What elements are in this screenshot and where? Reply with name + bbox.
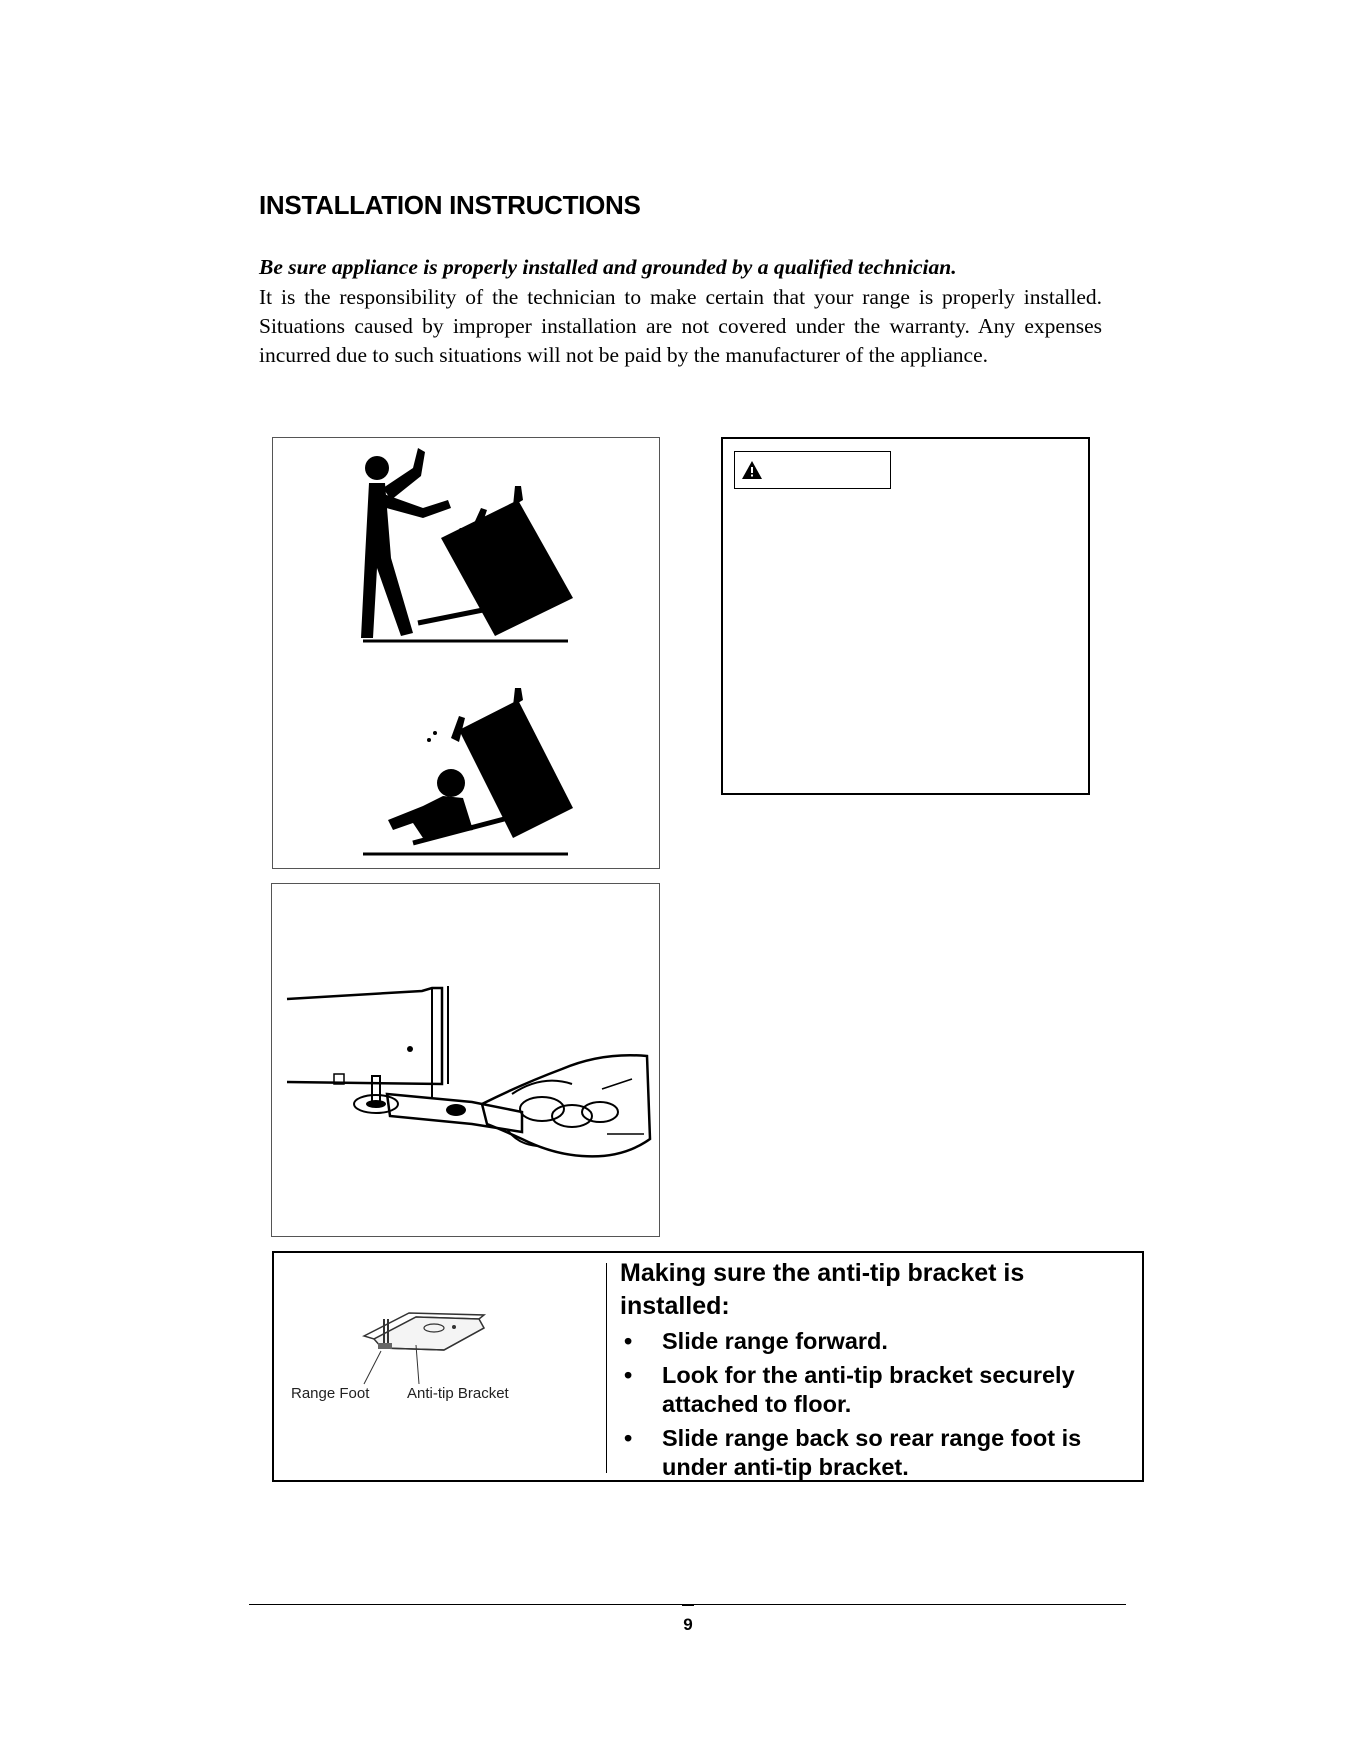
step-text: Look for the anti-tip bracket securely attached to floor. <box>662 1362 1075 1417</box>
intro-emphasis: Be sure appliance is properly installed and grounded by a qualified technician. <box>259 255 957 279</box>
list-item <box>620 1424 1135 1482</box>
bracket-steps-list <box>620 1327 1135 1487</box>
anti-tip-bracket-figure <box>274 1253 604 1480</box>
step-text: Slide range back so rear range foot is under anti-tip bracket. <box>662 1425 1082 1480</box>
tip-over-hazard-figure <box>272 437 660 869</box>
bullet: • <box>624 1362 633 1388</box>
list-item <box>620 1327 1135 1356</box>
list-item <box>620 1361 1135 1419</box>
bullet: • <box>624 1425 633 1451</box>
anti-tip-bracket-callout: Anti-tip Bracket <box>407 1385 509 1402</box>
footer-tick <box>682 1604 694 1606</box>
panel-divider <box>606 1263 607 1473</box>
page-number: 9 <box>683 1615 693 1634</box>
intro-paragraph: It is the responsibility of the technician to make certain that your range is properly installed. Situations caused by improper installation are not covered under the warranty. Any expenses incurred due to such situations will not be paid by the manufacturer of the appliance. <box>259 285 1102 367</box>
page-title: INSTALLATION INSTRUCTIONS <box>259 190 641 220</box>
tip-over-hazard-icon <box>273 438 659 868</box>
warning-box <box>721 437 1090 795</box>
warning-triangle-icon <box>741 460 763 480</box>
warning-label <box>734 451 891 489</box>
anti-tip-bracket-icon <box>274 1253 604 1480</box>
bullet: • <box>624 1328 633 1354</box>
range-foot-callout: Range Foot <box>291 1385 370 1402</box>
bracket-heading: Making sure the anti-tip bracket is installed: <box>620 1259 1025 1320</box>
step-text: Slide range forward. <box>662 1328 888 1354</box>
anti-tip-bracket-panel <box>272 1251 1144 1482</box>
leveling-wrench-icon <box>272 884 659 1236</box>
leveling-leg-figure <box>271 883 660 1237</box>
